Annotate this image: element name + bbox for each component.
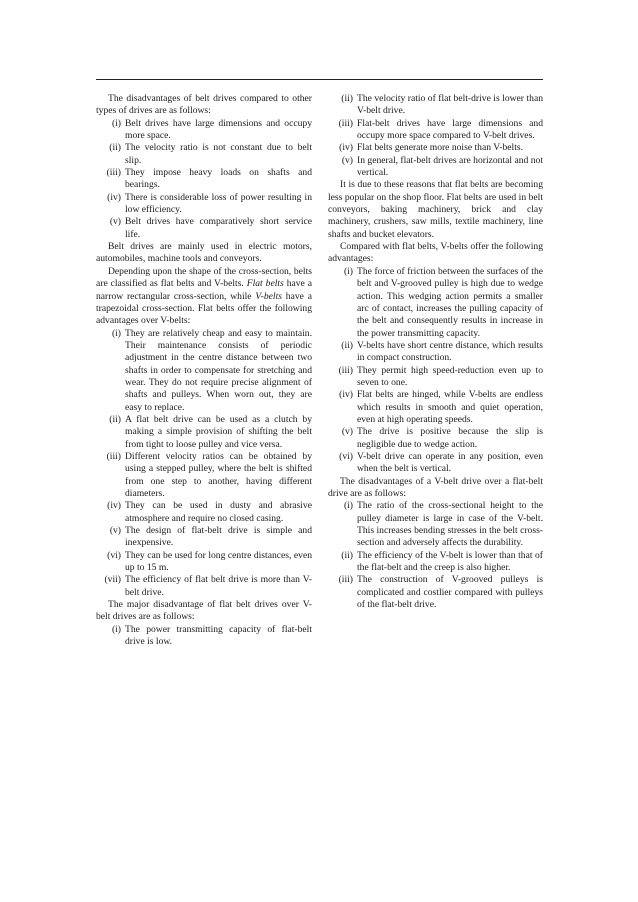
- text-span: have a trapezoidal cross-section. Flat belts offer the following advantages over V-belts:: [96, 290, 312, 327]
- list-item-text: Belt drives have large dimensions and occupy more space.: [125, 117, 312, 142]
- list-item: [328, 574, 543, 611]
- list-item: [328, 389, 543, 426]
- italic-term: Flat belts: [246, 278, 284, 290]
- list-item-number: (vii): [104, 574, 121, 586]
- list-item-number: (ii): [341, 339, 353, 351]
- list-item-number: (ii): [109, 142, 121, 154]
- text-span: Depending upon the shape of the cross-section, belts are classified as flat belts and V-belts.: [96, 265, 312, 290]
- list-item-text: They are relatively cheap and easy to maintain. Their maintenance consists of periodic adjustment in the centre distance between two shafts in order to compensate for stretching and wear. They do not require precise alignment of shafts and pulleys. When worn out, they are easy to replace.: [125, 327, 312, 413]
- list-item-number: (ii): [109, 413, 121, 425]
- list-item-text: Belt drives have comparatively short service life.: [125, 216, 312, 240]
- list-item: [96, 167, 312, 192]
- list-item-text: The force of friction between the surfaces of the belt and V-grooved pulley is high due to wedge action. This wedging action permits a smaller arc of contact, increases the pulling capacity of the belt and consequently results in increase in the power transmitting capacity.: [357, 265, 543, 339]
- list-item-number: (vi): [339, 450, 353, 462]
- list-item-number: (ii): [341, 549, 353, 561]
- list-item: [96, 192, 312, 217]
- list-item: [328, 500, 543, 549]
- italic-term: V-belts: [255, 290, 282, 302]
- paragraph: The disadvantages of belt drives compared to other types of drives are as follows:: [96, 93, 312, 117]
- list-item-text: The construction of V-grooved pulleys is complicated and costlier compared with pulleys of the flat-belt drive.: [357, 574, 543, 611]
- list-item-number: (iii): [338, 364, 353, 376]
- list-item: [328, 451, 543, 476]
- paragraph: [96, 266, 312, 328]
- list: [328, 93, 543, 179]
- right-column: [328, 93, 543, 611]
- list-item: [328, 93, 543, 118]
- list: [96, 118, 312, 241]
- list-item-number: (v): [109, 525, 121, 537]
- list-item-text: A flat belt drive can be used as a clutch by making a simple provision of shifting the belt from tight to loose pulley and vice versa.: [125, 413, 312, 450]
- list-item: [328, 266, 543, 340]
- list-item-text: The drive is positive because the slip is negligible due to wedge action.: [357, 426, 543, 450]
- list-item-text: The velocity ratio is not constant due to belt slip.: [125, 142, 312, 166]
- list-item-text: The design of flat-belt drive is simple and inexpensive.: [125, 525, 312, 549]
- list-item-number: (iv): [107, 191, 121, 203]
- list-item-number: (i): [343, 265, 353, 277]
- list-item-text: In general, flat-belt drives are horizontal and not vertical.: [357, 154, 543, 179]
- list-item-text: V-belt drive can operate in any position, even when the belt is vertical.: [357, 450, 543, 475]
- list-item-number: (iii): [338, 574, 353, 586]
- list-item-text: The ratio of the cross-sectional height to the pulley diameter is large in case of the V-belt. This increases bending stresses in the belt cross-section and adversely affects the durability.: [357, 500, 543, 549]
- list-item: [328, 340, 543, 365]
- text-span: have a narrow rectangular cross-section, while: [96, 278, 312, 302]
- list-item: [96, 500, 312, 525]
- list-item-number: (iv): [339, 389, 353, 401]
- list-item-text: The efficiency of flat belt drive is more than V-belt drive.: [125, 574, 312, 598]
- list-item: [328, 118, 543, 143]
- paragraph: It is due to these reasons that flat belts are becoming less popular on the shop floor. Flat belts are used in belt conveyors, baking machinery, brick and clay machinery, crushers, saw mills, textile machinery, line shafts and bucket elevators.: [328, 179, 543, 240]
- list-item: [96, 525, 312, 550]
- list-item-text: They impose heavy loads on shafts and bearings.: [125, 167, 312, 191]
- list-item-number: (iii): [106, 450, 121, 462]
- paragraph: The disadvantages of a V-belt drive over a flat-belt drive are as follows:: [328, 475, 543, 499]
- list-item-number: (i): [343, 500, 353, 512]
- list-item: [328, 155, 543, 180]
- list-item: [328, 426, 543, 451]
- list-item-number: (iii): [338, 117, 353, 129]
- list-item: [96, 624, 312, 649]
- list-item-text: They can be used in dusty and abrasive atmosphere and require no closed casing.: [125, 500, 312, 524]
- list-item-text: Flat belts are hinged, while V-belts are endless which results in smooth and quiet operation, even at high operating speeds.: [357, 389, 543, 425]
- list-item-number: (iv): [339, 142, 353, 154]
- list-item: [328, 550, 543, 575]
- list-item-number: (v): [109, 216, 121, 228]
- list-item-number: (v): [341, 154, 353, 166]
- list-item-text: The velocity ratio of flat belt-drive is lower than V-belt drive.: [357, 93, 543, 117]
- list-item-number: (i): [111, 117, 121, 129]
- paragraph: Compared with flat belts, V-belts offer the following advantages:: [328, 241, 543, 265]
- list-item-number: (i): [111, 623, 121, 635]
- list-item-number: (vi): [107, 549, 121, 561]
- list: [96, 624, 312, 649]
- paragraph: The major disadvantage of flat belt drives over V-belt drives are as follows:: [96, 599, 312, 623]
- list: [328, 266, 543, 476]
- list-item: [96, 216, 312, 241]
- list: [328, 500, 543, 611]
- list-item-text: Flat belts generate more noise than V-belts.: [357, 142, 523, 154]
- list: [96, 328, 312, 600]
- list-item-text: They can be used for long centre distances, even up to 15 m.: [125, 549, 312, 574]
- list-item: [96, 328, 312, 414]
- list-item: [328, 365, 543, 390]
- list-item-text: Flat-belt drives have large dimensions and occupy more space compared to V-belt drives.: [357, 117, 543, 142]
- paragraph: Belt drives are mainly used in electric motors, automobiles, machine tools and conveyors.: [96, 241, 312, 265]
- header-rule: [96, 79, 543, 80]
- list-item: [96, 451, 312, 500]
- left-column: [96, 93, 312, 648]
- list-item-number: (i): [111, 327, 121, 339]
- list-item-text: Different velocity ratios can be obtained by using a stepped pulley, where the belt is shifted from one step to another, having different diameters.: [125, 450, 312, 499]
- list-item-text: They permit high speed-reduction even up to seven to one.: [357, 364, 543, 388]
- list-item-text: There is considerable loss of power resulting in low efficiency.: [125, 191, 312, 216]
- list-item-number: (iii): [106, 167, 121, 179]
- list-item-text: The power transmitting capacity of flat-belt drive is low.: [125, 623, 312, 648]
- list-item: [96, 118, 312, 143]
- list-item: [96, 414, 312, 451]
- list-item: [96, 574, 312, 599]
- list-item-number: (ii): [341, 93, 353, 104]
- list-item-number: (iv): [107, 500, 121, 512]
- list-item-number: (v): [341, 426, 353, 438]
- list-item: [96, 142, 312, 167]
- list-item-text: V-belts have short centre distance, which results in compact construction.: [357, 339, 543, 364]
- list-item-text: The efficiency of the V-belt is lower than that of the flat-belt and the creep is also higher.: [357, 549, 543, 574]
- list-item: [96, 550, 312, 575]
- list-item: [328, 142, 543, 154]
